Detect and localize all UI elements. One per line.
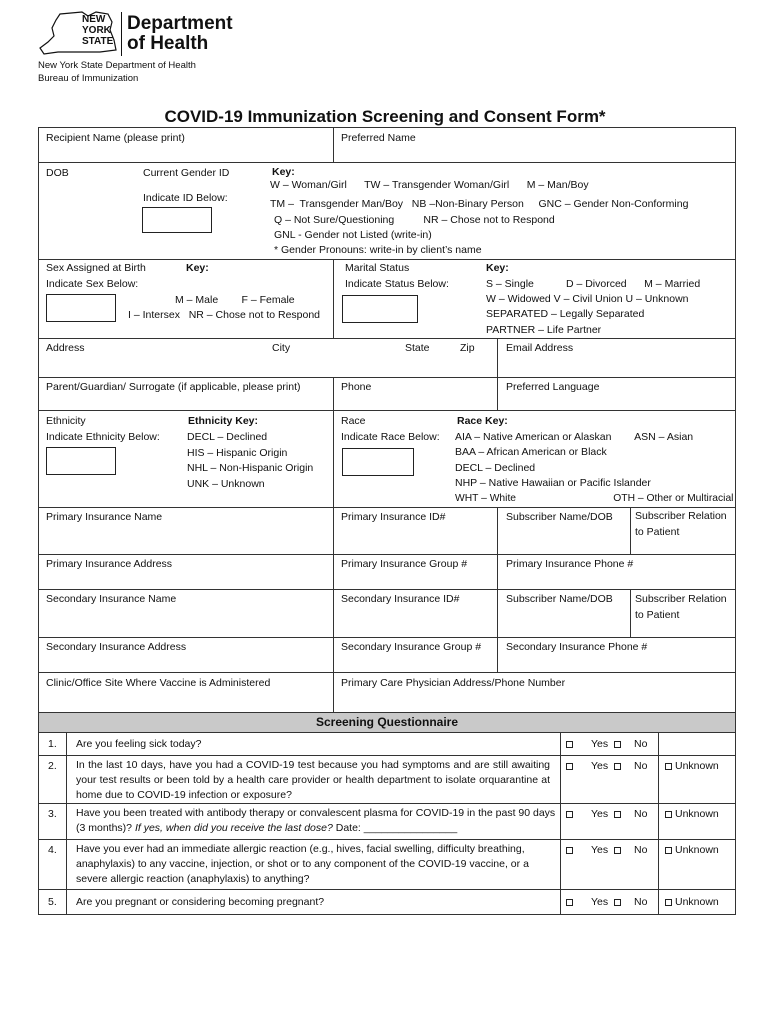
question-number: 1. — [48, 738, 57, 750]
email-field[interactable]: Email Address — [506, 342, 574, 354]
checkbox-icon — [566, 899, 573, 906]
subscriber-relation-field-line2: to Patient — [635, 526, 680, 538]
primary-insurance-name-field[interactable]: Primary Insurance Name — [46, 511, 163, 523]
race-key-line: WHT – White OTH – Other or Multiracial — [455, 493, 734, 504]
preferred-language-field[interactable]: Preferred Language — [506, 381, 600, 393]
question-number: 3. — [48, 808, 57, 820]
address-field[interactable]: Address — [46, 342, 85, 354]
sex-key-line2: I – Intersex NR – Chose not to Respond — [128, 309, 321, 321]
q2-yes-checkbox[interactable]: Yes — [566, 759, 608, 773]
subscriber-relation-field[interactable]: Subscriber Relation — [635, 510, 727, 522]
checkbox-icon — [665, 763, 672, 770]
q3-yes-checkbox[interactable]: Yes — [566, 807, 608, 821]
marital-key-line: S – Single D – Divorced M – Married — [486, 278, 701, 290]
marital-status-input[interactable] — [342, 295, 418, 323]
marital-key-label: Key: — [486, 262, 509, 274]
state-field[interactable]: State — [405, 342, 430, 354]
primary-insurance-id-field[interactable]: Primary Insurance ID# — [341, 511, 446, 523]
sex-assigned-label: Sex Assigned at Birth — [46, 262, 146, 274]
gender-key-line: * Gender Pronouns: write-in by client’s name — [274, 244, 482, 256]
q1-yes-checkbox[interactable]: Yes — [566, 737, 608, 751]
q2-no-checkbox[interactable]: No — [614, 759, 647, 773]
marital-key-line: PARTNER – Life Partner — [486, 324, 602, 336]
checkbox-icon — [566, 847, 573, 854]
race-key-line: DECL – Declined — [455, 462, 536, 474]
gender-key-line: TM – Transgender Man/Boy NB –Non-Binary Person GNC – Gender Non-Conforming — [270, 198, 689, 210]
question-2-text: In the last 10 days, have you had a COVID-19 test because you had symptoms and are still awaiting your test results or been told by a health care provider or health department to isolate orquarantine at home due to COVID-19 infection or exposure? — [76, 759, 550, 801]
ethnicity-label: Ethnicity — [46, 415, 86, 427]
q4-yes-checkbox[interactable]: Yes — [566, 843, 608, 857]
sex-input[interactable] — [46, 294, 116, 322]
marital-key-line: W – Widowed V – Civil Union U – Unknown — [486, 293, 689, 305]
pcp-field[interactable]: Primary Care Physician Address/Phone Number — [341, 677, 566, 689]
gender-key-line: Q – Not Sure/Questioning NR – Chose not to Respond — [274, 214, 555, 226]
recipient-name-field[interactable]: Recipient Name (please print) — [46, 132, 185, 144]
checkbox-icon — [614, 763, 621, 770]
logo-state: STATE — [82, 36, 114, 47]
gender-key-line: GNL - Gender not Listed (write-in) — [274, 229, 432, 241]
dob-field[interactable]: DOB — [46, 167, 69, 179]
q4-unknown-checkbox[interactable]: Unknown — [665, 843, 719, 857]
q5-no-checkbox[interactable]: No — [614, 895, 647, 909]
checkbox-icon — [665, 811, 672, 818]
preferred-name-field[interactable]: Preferred Name — [341, 132, 416, 144]
logo-divider — [121, 12, 122, 56]
q5-yes-checkbox[interactable]: Yes — [566, 895, 608, 909]
question-3-text: Have you been treated with antibody therapy or convalescent plasma for COVID-19 in the past 90 days (3 months)? If yes, when did you receive the last dose? Date: ________________ — [76, 807, 556, 834]
indicate-race-label: Indicate Race Below: — [341, 431, 440, 443]
race-key-label: Race Key: — [457, 415, 508, 427]
zip-field[interactable]: Zip — [460, 342, 475, 354]
city-field[interactable]: City — [272, 342, 291, 354]
q3-no-checkbox[interactable]: No — [614, 807, 647, 821]
gender-id-label: Current Gender ID — [143, 167, 230, 179]
agency-line2: Bureau of Immunization — [38, 73, 139, 84]
race-key-line: AIA – Native American or Alaskan ASN – Asian — [455, 431, 694, 443]
question-4-text: Have you ever had an immediate allergic reaction (e.g., hives, facial swelling, difficulty breathing, anaphylaxis) to any vaccine, injection, or shot or to any component of the COVID-19 vaccine, or a severe allergic reaction (anaphylaxis) to anything? — [76, 843, 529, 885]
indicate-ethnicity-label: Indicate Ethnicity Below: — [46, 431, 160, 443]
checkbox-icon — [665, 899, 672, 906]
checkbox-icon — [614, 811, 621, 818]
sex-key-label: Key: — [186, 262, 209, 274]
checkbox-icon — [665, 847, 672, 854]
marital-status-label: Marital Status — [345, 262, 410, 274]
race-input[interactable] — [342, 448, 414, 476]
race-key-line: BAA – African American or Black — [455, 446, 607, 458]
ethnicity-key-line: DECL – Declined — [187, 431, 268, 443]
form-title: COVID-19 Immunization Screening and Consent Form* — [164, 107, 606, 126]
q2-unknown-checkbox[interactable]: Unknown — [665, 759, 719, 773]
q4-no-checkbox[interactable]: No — [614, 843, 647, 857]
screening-heading: Screening Questionnaire — [315, 715, 459, 729]
secondary-insurance-id-field[interactable]: Secondary Insurance ID# — [341, 593, 460, 605]
subscriber-name-dob-field[interactable]: Subscriber Name/DOB — [506, 511, 613, 523]
department-line2: of Health — [127, 33, 209, 54]
race-label: Race — [341, 415, 366, 427]
indicate-sex-label: Indicate Sex Below: — [46, 278, 139, 290]
gender-key-label: Key: — [272, 166, 295, 178]
sex-key-line1: M – Male F – Female — [175, 294, 295, 306]
logo-york: YORK — [82, 25, 111, 36]
primary-insurance-group-field[interactable]: Primary Insurance Group # — [341, 558, 468, 570]
subscriber-name-dob-field[interactable]: Subscriber Name/DOB — [506, 593, 613, 605]
race-key-line: NHP – Native Hawaiian or Pacific Islander — [455, 477, 651, 489]
ethnicity-key-line: UNK – Unknown — [187, 478, 265, 490]
question-5-text: Are you pregnant or considering becoming pregnant? — [76, 896, 325, 908]
phone-field[interactable]: Phone — [341, 381, 372, 393]
indicate-status-label: Indicate Status Below: — [345, 278, 449, 290]
checkbox-icon — [614, 899, 621, 906]
checkbox-icon — [566, 763, 573, 770]
primary-insurance-phone-field[interactable]: Primary Insurance Phone # — [506, 558, 634, 570]
gender-id-input[interactable] — [142, 207, 212, 233]
indicate-id-label: Indicate ID Below: — [143, 192, 228, 204]
ethnicity-input[interactable] — [46, 447, 116, 475]
gender-key-line: W – Woman/Girl TW – Transgender Woman/Girl M – Man/Boy — [270, 179, 589, 191]
checkbox-icon — [566, 811, 573, 818]
ethnicity-key-line: NHL – Non-Hispanic Origin — [187, 462, 314, 474]
q5-unknown-checkbox[interactable]: Unknown — [665, 895, 719, 909]
secondary-insurance-group-field[interactable]: Secondary Insurance Group # — [341, 641, 482, 653]
q1-no-checkbox[interactable]: No — [614, 737, 647, 751]
question-number: 2. — [48, 760, 57, 772]
subscriber-relation-field-line2: to Patient — [635, 609, 680, 621]
agency-line1: New York State Department of Health — [38, 60, 196, 71]
q3-unknown-checkbox[interactable]: Unknown — [665, 807, 719, 821]
marital-key-line: SEPARATED – Legally Separated — [486, 308, 645, 320]
question-number: 5. — [48, 896, 57, 908]
secondary-insurance-phone-field[interactable]: Secondary Insurance Phone # — [506, 641, 648, 653]
guardian-field[interactable]: Parent/Guardian/ Surrogate (if applicable, please print) — [46, 381, 301, 393]
department-line1: Department — [127, 13, 233, 34]
checkbox-icon — [566, 741, 573, 748]
clinic-site-field[interactable]: Clinic/Office Site Where Vaccine is Administered — [46, 677, 271, 689]
secondary-insurance-name-field[interactable]: Secondary Insurance Name — [46, 593, 177, 605]
question-1-text: Are you feeling sick today? — [76, 738, 202, 750]
secondary-insurance-address-field[interactable]: Secondary Insurance Address — [46, 641, 187, 653]
checkbox-icon — [614, 847, 621, 854]
primary-insurance-address-field[interactable]: Primary Insurance Address — [46, 558, 173, 570]
subscriber-relation-field[interactable]: Subscriber Relation — [635, 593, 727, 605]
question-number: 4. — [48, 844, 57, 856]
ethnicity-key-line: HIS – Hispanic Origin — [187, 447, 288, 459]
ethnicity-key-label: Ethnicity Key: — [188, 415, 259, 427]
logo-new: NEW — [82, 14, 106, 25]
checkbox-icon — [614, 741, 621, 748]
